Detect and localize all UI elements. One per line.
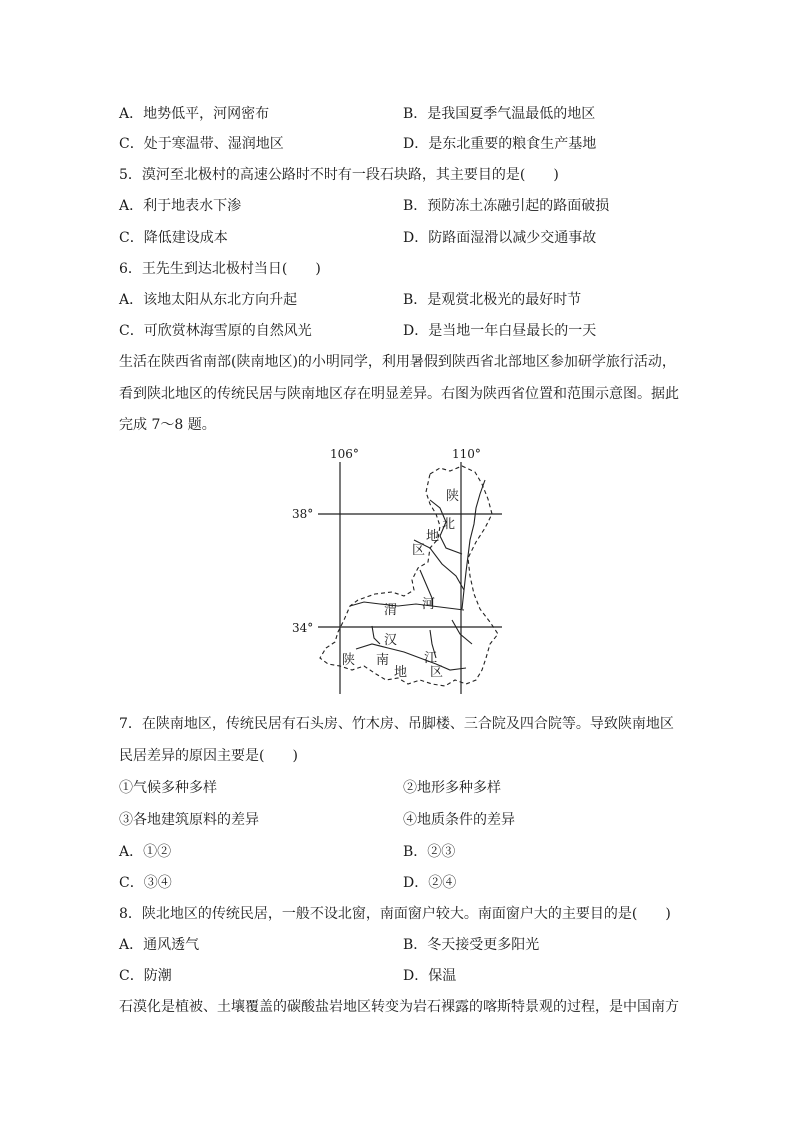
label-he: 河 — [422, 597, 436, 612]
passage-line-2: 看到陕北地区的传统民居与陕南地区存在明显差异。右图为陕西省位置和范围示意图。据此 — [119, 386, 679, 402]
passage-line-3: 完成 7～8 题。 — [119, 417, 216, 433]
label-nan: 南 — [376, 653, 390, 668]
label-wei: 渭 — [384, 603, 398, 618]
q8-option-a: A．通风透气 — [119, 937, 200, 953]
han-tributary-1 — [372, 626, 380, 644]
label-qu-south: 区 — [430, 665, 444, 680]
lon-110-label: 110° — [452, 447, 481, 461]
q7-item-4: ④地质条件的差异 — [403, 812, 515, 828]
lat-38-label: 38° — [292, 507, 314, 521]
q6-option-d: D．是当地一年白昼最长的一天 — [403, 323, 597, 339]
q5-stem: 5．漠河至北极村的高速公路时不时有一段石块路，其主要目的是( ) — [119, 167, 559, 183]
q6-stem: 6．王先生到达北极村当日( ) — [119, 261, 321, 277]
label-di-north: 地 — [426, 529, 440, 544]
q7-option-a: A．①② — [119, 844, 172, 860]
q7-stem-line-2: 民居差异的原因主要是( ) — [119, 748, 298, 764]
han-tributary-3 — [452, 620, 472, 644]
q6-option-b: B．是观赏北极光的最好时节 — [403, 292, 582, 308]
q7-item-1: ①气候多种多样 — [119, 780, 217, 796]
label-di-south: 地 — [394, 665, 408, 680]
lon-106-label: 106° — [330, 447, 359, 461]
passage-line-1: 生活在陕西省南部(陕南地区)的小明同学，利用暑假到陕西省北部地区参加研学旅行活动， — [119, 354, 676, 370]
q7-option-b: B．②③ — [403, 844, 456, 860]
q7-option-d: D．②④ — [403, 875, 457, 891]
q5-option-b: B．预防冻土冻融引起的路面破损 — [403, 198, 610, 214]
passage-next-line-1: 石漠化是植被、土壤覆盖的碳酸盐岩地区转变为岩石裸露的喀斯特景观的过程，是中国南方 — [119, 999, 679, 1015]
label-shan-south: 陕 — [342, 653, 356, 668]
q4-option-a: A．地势低平，河网密布 — [119, 106, 270, 122]
shaanxi-map — [280, 444, 516, 696]
q4-option-b: B．是我国夏季气温最低的地区 — [403, 106, 596, 122]
q6-option-c: C．可欣赏林海雪原的自然风光 — [119, 323, 312, 339]
q4-option-c: C．处于寒温带、湿润地区 — [119, 136, 284, 152]
q6-option-a: A．该地太阳从东北方向升起 — [119, 292, 298, 308]
q8-stem: 8．陕北地区的传统民居，一般不设北窗，南面窗户较大。南面窗户大的主要目的是( ) — [119, 906, 671, 922]
q4-option-d: D．是东北重要的粮食生产基地 — [403, 136, 597, 152]
q5-option-c: C．降低建设成本 — [119, 230, 228, 246]
q7-item-3: ③各地建筑原料的差异 — [119, 812, 259, 828]
q7-stem-line-1: 7．在陕南地区，传统民居有石头房、竹木房、吊脚楼、三合院及四合院等。导致陕南地区 — [119, 716, 674, 732]
q7-option-c: C．③④ — [119, 875, 172, 891]
q8-option-c: C．防潮 — [119, 968, 172, 984]
han-river — [356, 644, 466, 670]
wei-river — [350, 602, 464, 610]
label-shan-north: 陕 — [446, 489, 460, 504]
q7-item-2: ②地形多种多样 — [403, 780, 501, 796]
label-qu-north: 区 — [412, 543, 426, 558]
label-bei: 北 — [442, 517, 456, 532]
q8-option-d: D．保温 — [403, 968, 457, 984]
lat-34-label: 34° — [292, 621, 314, 635]
label-han: 汉 — [384, 633, 398, 648]
label-jiang: 江 — [424, 651, 438, 666]
q5-option-d: D．防路面湿滑以减少交通事故 — [403, 230, 597, 246]
q5-option-a: A．利于地表水下渗 — [119, 198, 242, 214]
q8-option-b: B．冬天接受更多阳光 — [403, 937, 540, 953]
